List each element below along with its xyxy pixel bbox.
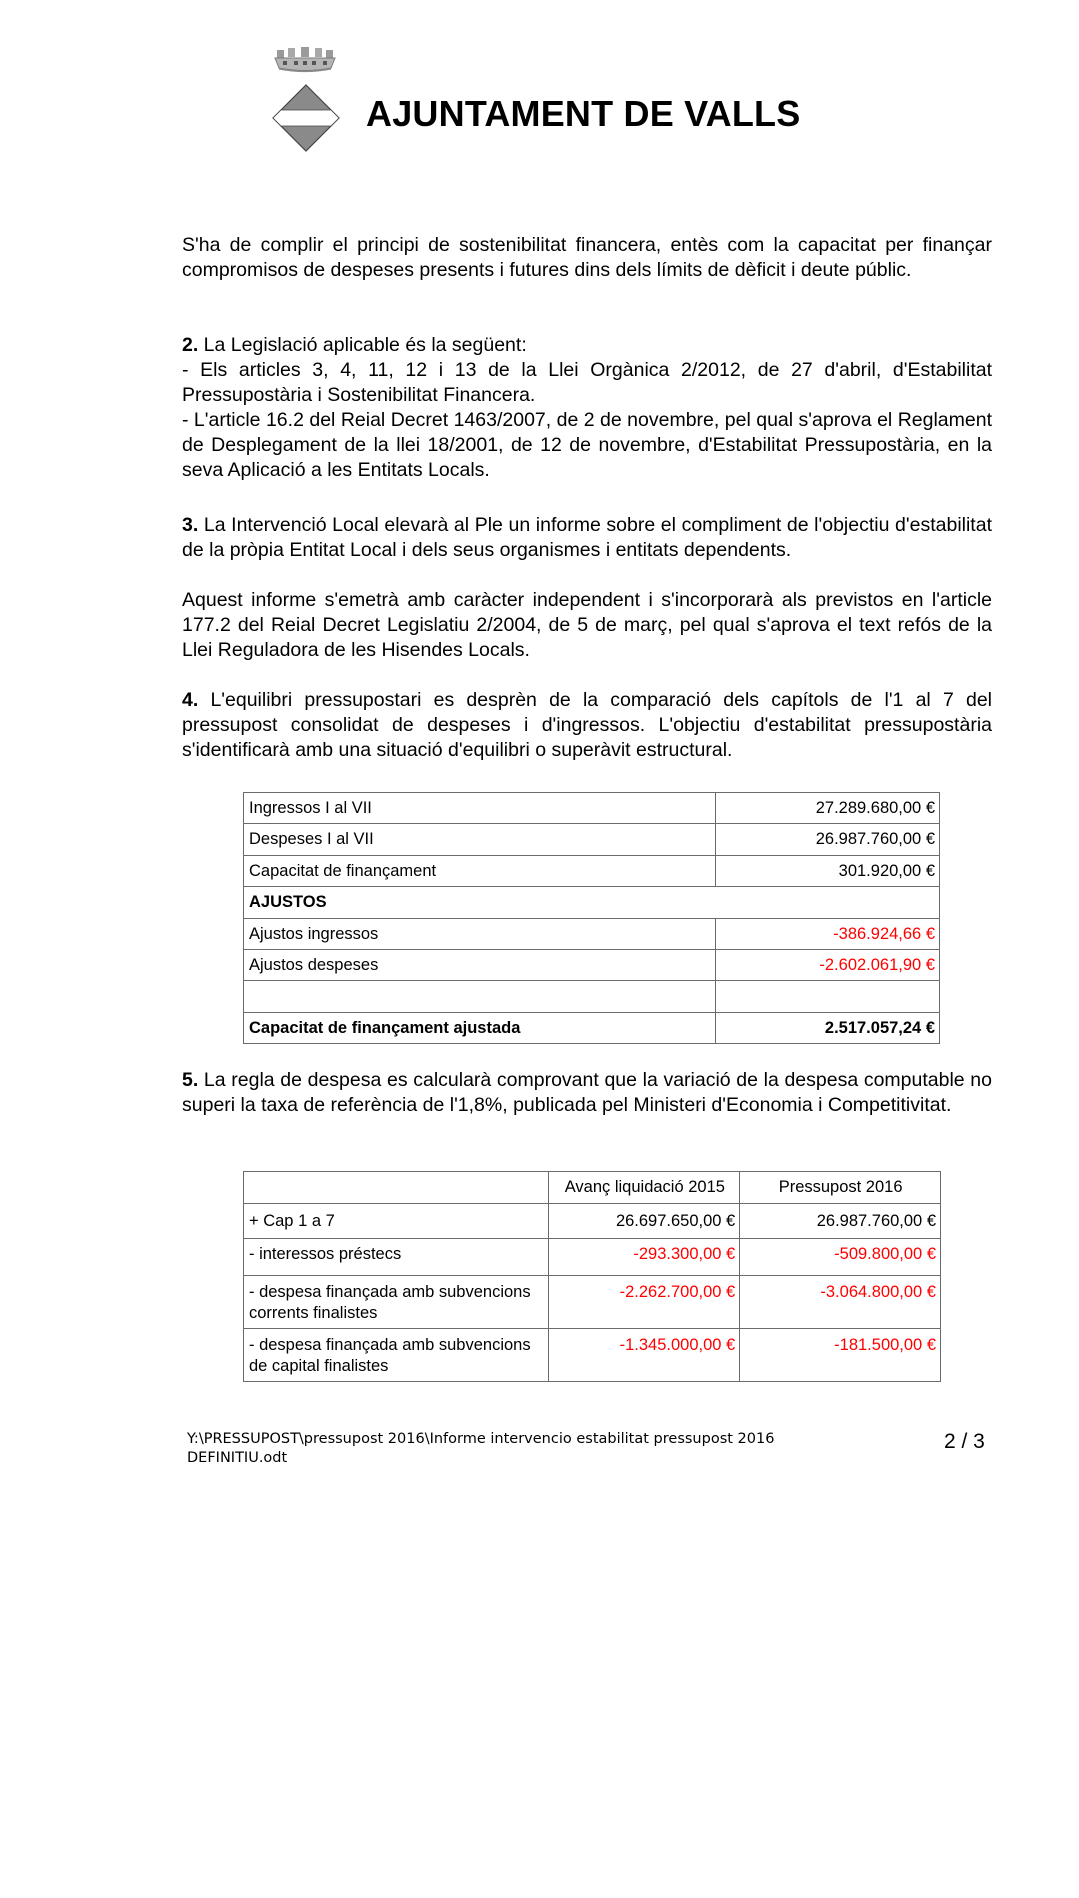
paragraph-sustainability (182, 233, 992, 283)
table-section-header (244, 887, 940, 918)
table-total-row (244, 1012, 940, 1043)
row-label: - interessos préstecs (244, 1239, 549, 1276)
row-value: -2.602.061,90 € (716, 949, 940, 980)
paragraph-text: Aquest informe s'emetrà amb caràcter independent i s'incorporarà als previstos en l'article 177.2 del Reial Decret Legislatiu 2/2004, de 5 de març, pel qual s'aprova el text refós de la Llei Reguladora de les Hisendes Locals. (182, 589, 992, 661)
table-row (244, 949, 940, 980)
value-2015: 26.697.650,00 € (549, 1204, 740, 1239)
row-label: Despeses I al VII (244, 824, 716, 855)
table-row (244, 824, 940, 855)
mural-crown-icon (273, 46, 337, 74)
row-value: 301.920,00 € (716, 855, 940, 886)
lozenge-shield-icon (272, 84, 340, 152)
total-value: 2.517.057,24 € (716, 1012, 940, 1043)
table-row (244, 1276, 941, 1329)
row-label: Ajustos despeses (244, 949, 716, 980)
section-number: 5. (182, 1069, 199, 1091)
table-row (244, 793, 940, 824)
paragraph-text: S'ha de complir el principi de sostenibilitat financera, entès com la capacitat per finançar compromisos de despeses presents i futures dins dels límits de dèficit i deute públic. (182, 234, 992, 281)
row-value (716, 981, 940, 1012)
paragraph-text: La regla de despesa es calcularà comprovant que la variació de la despesa computable no superi la taxa de referència de l'1,8%, publicada pel Ministeri d'Economia i Competitivitat. (182, 1069, 992, 1116)
value-2016: -509.800,00 € (740, 1239, 941, 1276)
paragraph-text: La Intervenció Local elevarà al Ple un informe sobre el compliment de l'objectiu d'estabilitat de la pròpia Entitat Local i dels seus organismes i entitats dependents. (182, 514, 992, 561)
row-value: -386.924,66 € (716, 918, 940, 949)
row-label: Ingressos I al VII (244, 793, 716, 824)
page-indicator: 2 / 3 (944, 1430, 985, 1453)
value-2015: -2.262.700,00 € (549, 1276, 740, 1329)
value-2016: 26.987.760,00 € (740, 1204, 941, 1239)
value-2015: -293.300,00 € (549, 1239, 740, 1276)
footer-file-path: Y:\PRESSUPOST\pressupost 2016\Informe intervencio estabilitat pressupost 2016 DEFINITIU.odt (187, 1431, 775, 1466)
value-2015: -1.345.000,00 € (549, 1329, 740, 1382)
paragraph-budget-balance (182, 688, 992, 763)
stability-table (243, 792, 940, 1044)
value-2016: -3.064.800,00 € (740, 1276, 941, 1329)
paragraph-report (182, 588, 992, 663)
row-label: - despesa finançada amb subvencions de capital finalistes (244, 1329, 549, 1382)
column-header: Avanç liquidació 2015 (549, 1172, 740, 1204)
row-label: Capacitat de finançament (244, 855, 716, 886)
organization-title: AJUNTAMENT DE VALLS (366, 93, 801, 134)
table-row (244, 1204, 941, 1239)
table-row (244, 918, 940, 949)
table-row-empty (244, 981, 940, 1012)
paragraph-legislation (182, 333, 992, 483)
spending-rule-table (243, 1171, 941, 1382)
legislation-item: - L'article 16.2 del Reial Decret 1463/2007, de 2 de novembre, pel qual s'aprova el Reglament de Desplegament de la llei 18/2001, de 12 de novembre, d'Estabilitat Pressupostària, en la seva Aplicació a les Entitats Locals. (182, 409, 992, 481)
section-number: 4. (182, 689, 199, 711)
paragraph-text: L'equilibri pressupostari es desprèn de la comparació dels capítols de l'1 al 7 del pressupost consolidat de despeses i d'ingressos. L'objectiu d'estabilitat pressupostària s'identificarà amb una situació d'equilibri o superàvit estructural. (182, 689, 992, 761)
legislation-item: - Els articles 3, 4, 11, 12 i 13 de la Llei Orgànica 2/2012, de 27 d'abril, d'Estabilitat Pressupostària i Sostenibilitat Financera. (182, 359, 992, 406)
paragraph-text: La Legislació aplicable és la següent: (198, 334, 527, 356)
row-value: 26.987.760,00 € (716, 824, 940, 855)
table-row (244, 1329, 941, 1382)
row-label: Ajustos ingressos (244, 918, 716, 949)
table-row (244, 1239, 941, 1276)
row-label (244, 981, 716, 1012)
row-label: - despesa finançada amb subvencions corrents finalistes (244, 1276, 549, 1329)
paragraph-spending-rule (182, 1068, 992, 1118)
legislation-intro (182, 333, 992, 358)
section-number: 2. (182, 334, 199, 356)
row-value: 27.289.680,00 € (716, 793, 940, 824)
total-label: Capacitat de finançament ajustada (244, 1012, 716, 1043)
paragraph-intervention (182, 513, 992, 563)
table-row (244, 855, 940, 886)
value-2016: -181.500,00 € (740, 1329, 941, 1382)
table-header-row (244, 1172, 941, 1204)
row-label: + Cap 1 a 7 (244, 1204, 549, 1239)
adjustments-heading: AJUSTOS (244, 887, 940, 918)
column-header (244, 1172, 549, 1204)
column-header: Pressupost 2016 (740, 1172, 941, 1204)
section-number: 3. (182, 514, 199, 536)
